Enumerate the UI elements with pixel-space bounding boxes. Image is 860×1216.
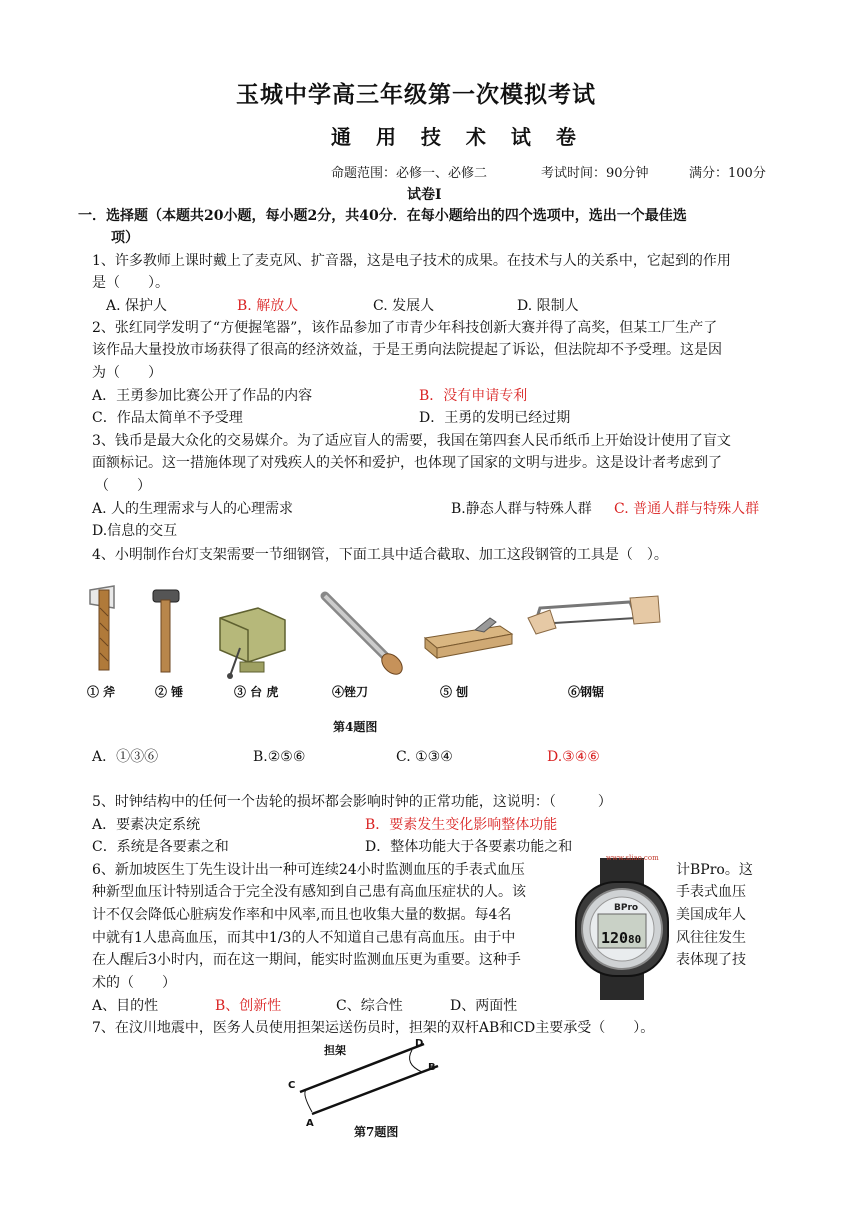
q2-option-a: A．王勇参加比赛公开了作品的内容 — [92, 388, 313, 404]
exam-title: 玉城中学高三年级第一次模拟考试 — [236, 81, 596, 108]
label-a: A — [306, 1118, 314, 1129]
q4-figure-caption: 第4题图 — [333, 720, 378, 734]
exam-time: 考试时间：90分钟 — [541, 166, 649, 181]
stretcher-title: 担架 — [324, 1044, 346, 1057]
q7-stem: 7、在汶川地震中，医务人员使用担架运送伤员时，担架的双杆AB和CD主要承受（ ）。 — [92, 1020, 655, 1036]
q1-stem-cont: 是（ ）。 — [92, 275, 169, 291]
exam-subtitle: 通 用 技 术 试 卷 — [331, 125, 585, 149]
paper-label: 试卷Ⅰ — [407, 187, 442, 203]
bpro-watch-image — [570, 856, 674, 1002]
q5-option-c: C．系统是各要素之和 — [92, 839, 229, 855]
q2-option-d: D．王勇的发明已经过期 — [419, 410, 571, 426]
label-b: B — [428, 1062, 436, 1073]
q5-option-d: D．整体功能大于各要素功能之和 — [365, 839, 573, 855]
tool-label-hammer: ② 锤 — [155, 685, 184, 699]
q5-stem: 5、时钟结构中的任何一个齿轮的损坏都会影响时钟的正常功能，这说明：（ ） — [92, 794, 612, 810]
q1-option-a: A. 保护人 — [106, 298, 168, 314]
section-heading: 一．选择题（本题共20小题，每小题2分，共40分．在每小题给出的四个选项中，选出一个最佳选 — [78, 208, 687, 224]
tool-label-axe: ① 斧 — [87, 685, 116, 699]
q6-option-b: B、创新性 — [215, 998, 282, 1014]
q2-option-b: B．没有申请专利 — [419, 388, 528, 404]
tool-label-plane: ⑤ 刨 — [440, 685, 469, 699]
q6-stem-6: 术的（ ） — [92, 975, 176, 991]
q6-stem-2a: 种新型血压计特别适合于完全没有感知到自己患有高血压症状的人。该 — [92, 884, 526, 900]
q6-option-a: A、目的性 — [92, 998, 159, 1014]
q2-option-c: C．作品太简单不予受理 — [92, 410, 243, 426]
q6-stem-4a: 中就有1人患高血压，而其中1/3的人不知道自己患有高血压。由于中 — [92, 930, 516, 946]
section-heading-cont: 项） — [111, 230, 139, 246]
q3-stem: 3、钱币是最大众化的交易媒介。为了适应盲人的需要，我国在第四套人民币纸币上开始设计使用了盲文 — [92, 433, 731, 449]
q3-stem-end: （ ） — [95, 478, 151, 494]
q3-option-c: C. 普通人群与特殊人群 — [614, 501, 760, 517]
q1-option-d: D. 限制人 — [517, 298, 579, 314]
q1-option-b: B. 解放人 — [237, 298, 299, 314]
axe-image — [90, 586, 114, 670]
tool-label-file: ④锉刀 — [332, 685, 369, 699]
watch-brand: BPro — [614, 903, 639, 913]
q3-stem-cont: 面额标记。这一措施体现了对残疾人的关怀和爱护，也体现了国家的文明与进步。这是设计者考虑到了 — [92, 455, 722, 471]
q6-stem-3b: 美国成年人 — [676, 907, 746, 923]
q1-stem: 1、许多教师上课时戴上了麦克风、扩音器，这是电子技术的成果。在技术与人的关系中，它起到的作用 — [92, 253, 731, 269]
bench-vise-image — [220, 608, 285, 679]
q6-stem-3a: 计不仅会降低心脏病发作率和中风率,而且也收集大量的数据。每4名 — [92, 907, 512, 923]
q5-option-a: A．要素决定系统 — [92, 817, 201, 833]
q3-option-a: A. 人的生理需求与人的心理需求 — [92, 501, 294, 517]
tool-label-vise: ③ 台 虎 — [234, 685, 279, 699]
q6-option-c: C、综合性 — [336, 998, 403, 1014]
q6-stem-5a: 在人醒后3小时内，而在这一期间，能实时监测血压更为重要。这种手 — [92, 952, 521, 968]
q2-stem-cont: 该作品大量投放市场获得了很高的经济效益，于是王勇向法院提起了诉讼，但法院却不予受理。这是因 — [92, 342, 722, 358]
q4-option-a: A．①③⑥ — [92, 749, 159, 765]
q4-option-d: D.③④⑥ — [547, 749, 600, 765]
q2-stem: 2、张红同学发明了“方便握笔器”，该作品参加了市青少年科技创新大赛并得了高奖，但某工厂生产了 — [92, 320, 718, 336]
q4-option-b: B.②⑤⑥ — [253, 749, 306, 765]
hammer-image — [153, 590, 179, 672]
watch-display-1: 120 — [601, 929, 629, 947]
hacksaw-image — [528, 596, 660, 634]
q7-figure-caption: 第7题图 — [354, 1125, 399, 1139]
q6-stem-5b: 表体现了技 — [676, 952, 746, 968]
q4-stem: 4、小明制作台灯支架需要一节细钢管，下面工具中适合截取、加工这段钢管的工具是（ ）。 — [92, 547, 668, 563]
q3-option-b: B.静态人群与特殊人群 — [451, 501, 592, 517]
q6-stem-4b: 风往往发生 — [676, 930, 746, 946]
file-image — [325, 596, 406, 678]
q2-stem-end: 为（ ） — [92, 365, 162, 381]
tools-figure — [80, 578, 680, 688]
q6-stem-1b: 计BPro。这 — [676, 862, 753, 878]
q6-stem-1a: 6、新加坡医生丁先生设计出一种可连续24小时监测血压的手表式血压 — [92, 862, 525, 878]
label-c: C — [288, 1080, 296, 1091]
tool-label-hacksaw: ⑥钢锯 — [568, 685, 605, 699]
q3-option-d: D.信息的交互 — [92, 523, 178, 539]
plane-image — [425, 618, 512, 658]
q5-option-b: B．要素发生变化影响整体功能 — [365, 817, 558, 833]
q4-option-c: C. ①③④ — [396, 749, 453, 765]
watch-display-2: 80 — [628, 933, 642, 946]
q1-option-c: C. 发展人 — [373, 298, 435, 314]
watch-url: www.sliao.com — [606, 854, 659, 862]
q6-option-d: D、两面性 — [450, 998, 518, 1014]
label-d: D — [415, 1038, 424, 1049]
exam-score: 满分：100分 — [689, 166, 766, 181]
q6-stem-2b: 手表式血压 — [676, 884, 746, 900]
exam-scope: 命题范围：必修一、必修二 — [331, 166, 488, 181]
